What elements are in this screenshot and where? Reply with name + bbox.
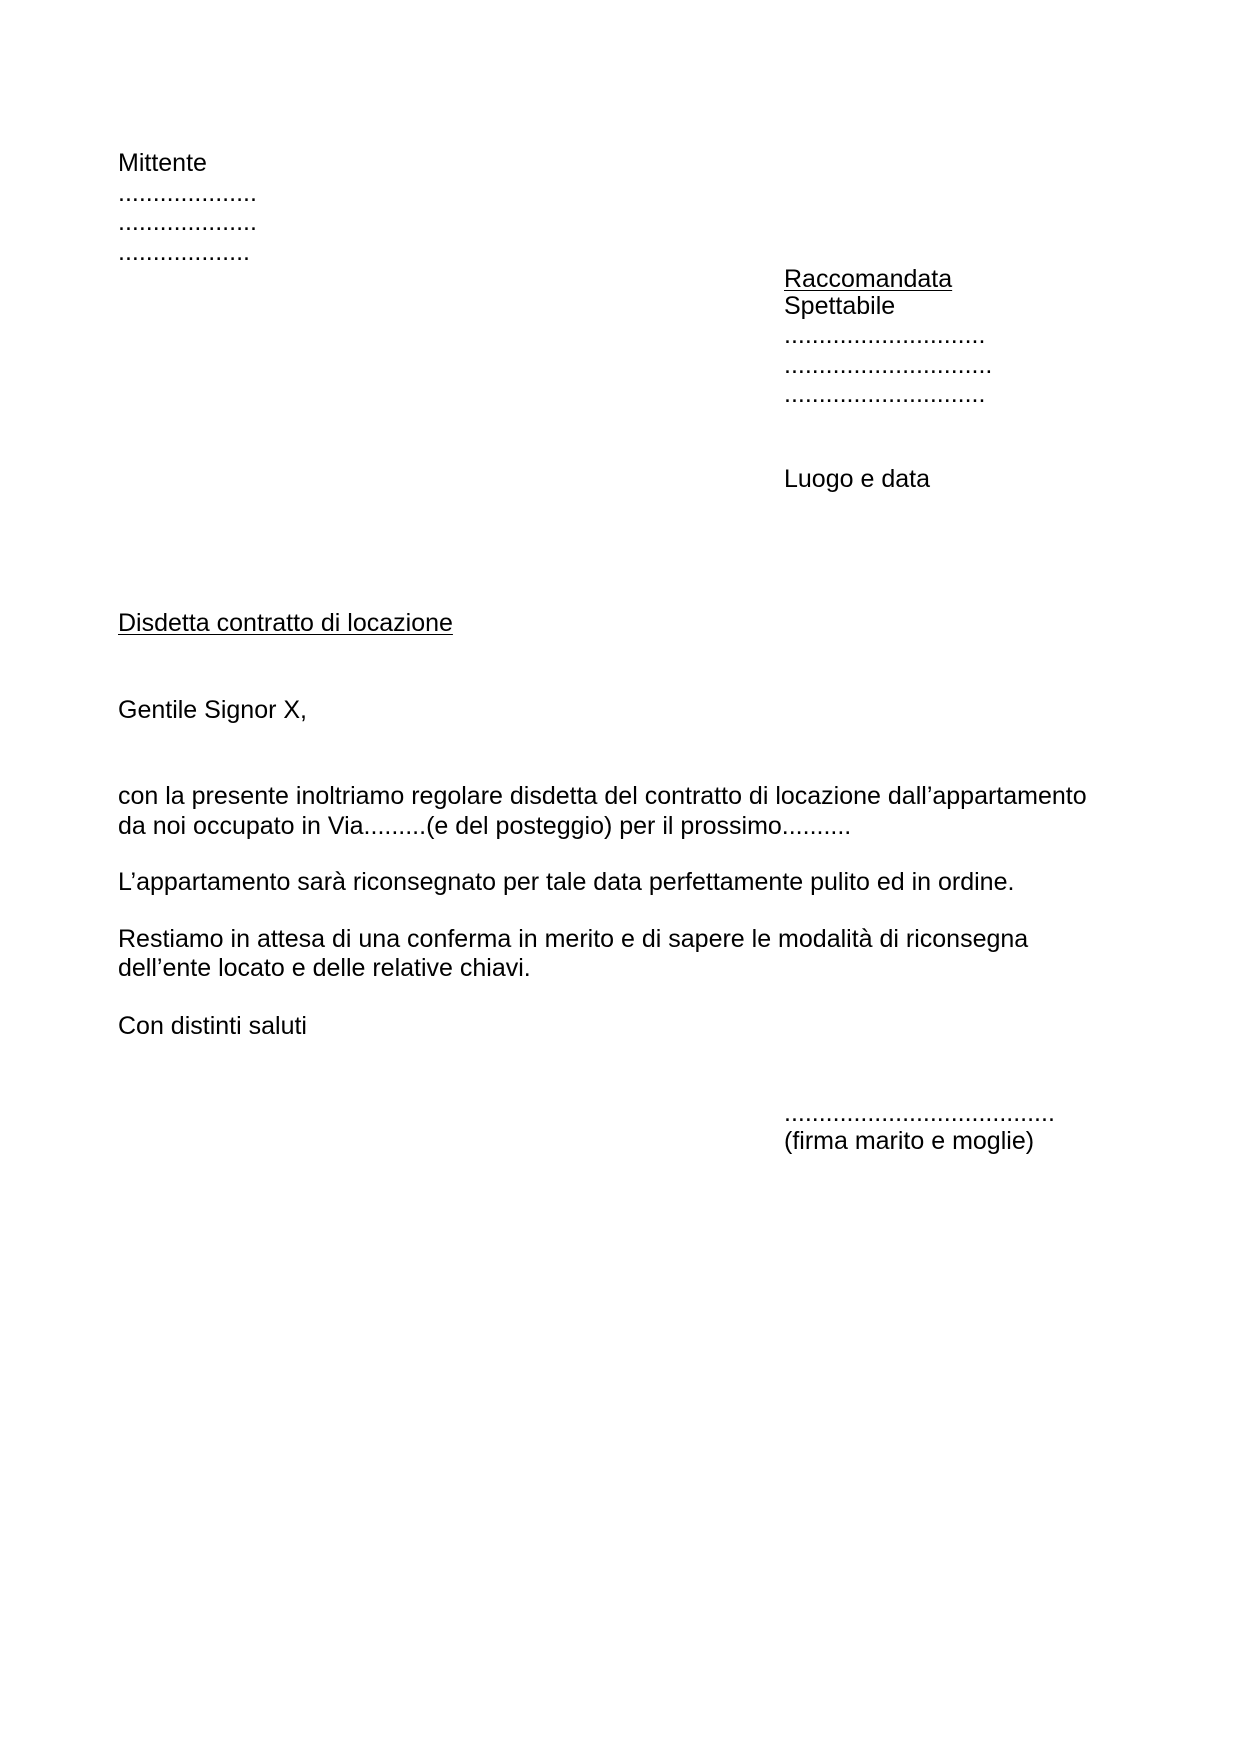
signature-line: ....................................... (784, 1099, 1055, 1127)
signature-caption: (firma marito e moglie) (784, 1127, 1035, 1155)
place-date: Luogo e data (784, 465, 930, 493)
sender-line-3: ................... (118, 238, 250, 266)
recipient-line-1: ............................. (784, 321, 986, 349)
body-paragraph-1-line-1: con la presente inoltriamo regolare disdetta del contratto di locazione dall’appartamento (118, 782, 1087, 810)
letter-greeting: Gentile Signor X, (118, 696, 307, 724)
mail-type-label: Raccomandata (784, 265, 953, 293)
letter-closing: Con distinti saluti (118, 1012, 307, 1040)
body-paragraph-3-line-2: dell’ente locato e delle relative chiavi. (118, 954, 531, 982)
sender-line-2: .................... (118, 208, 257, 236)
body-paragraph-1-line-2: da noi occupato in Via.........(e del posteggio) per il prossimo.......... (118, 812, 852, 840)
recipient-line-2: .............................. (784, 351, 993, 379)
recipient-salutation-label: Spettabile (784, 292, 896, 320)
body-paragraph-2: L’appartamento sarà riconsegnato per tale data perfettamente pulito ed in ordine. (118, 868, 1015, 896)
letter-subject: Disdetta contratto di locazione (118, 609, 453, 637)
sender-line-1: .................... (118, 179, 257, 207)
recipient-line-3: ............................. (784, 380, 986, 408)
sender-label: Mittente (118, 149, 207, 177)
body-paragraph-3-line-1: Restiamo in attesa di una conferma in merito e di sapere le modalità di riconsegna (118, 925, 1029, 953)
